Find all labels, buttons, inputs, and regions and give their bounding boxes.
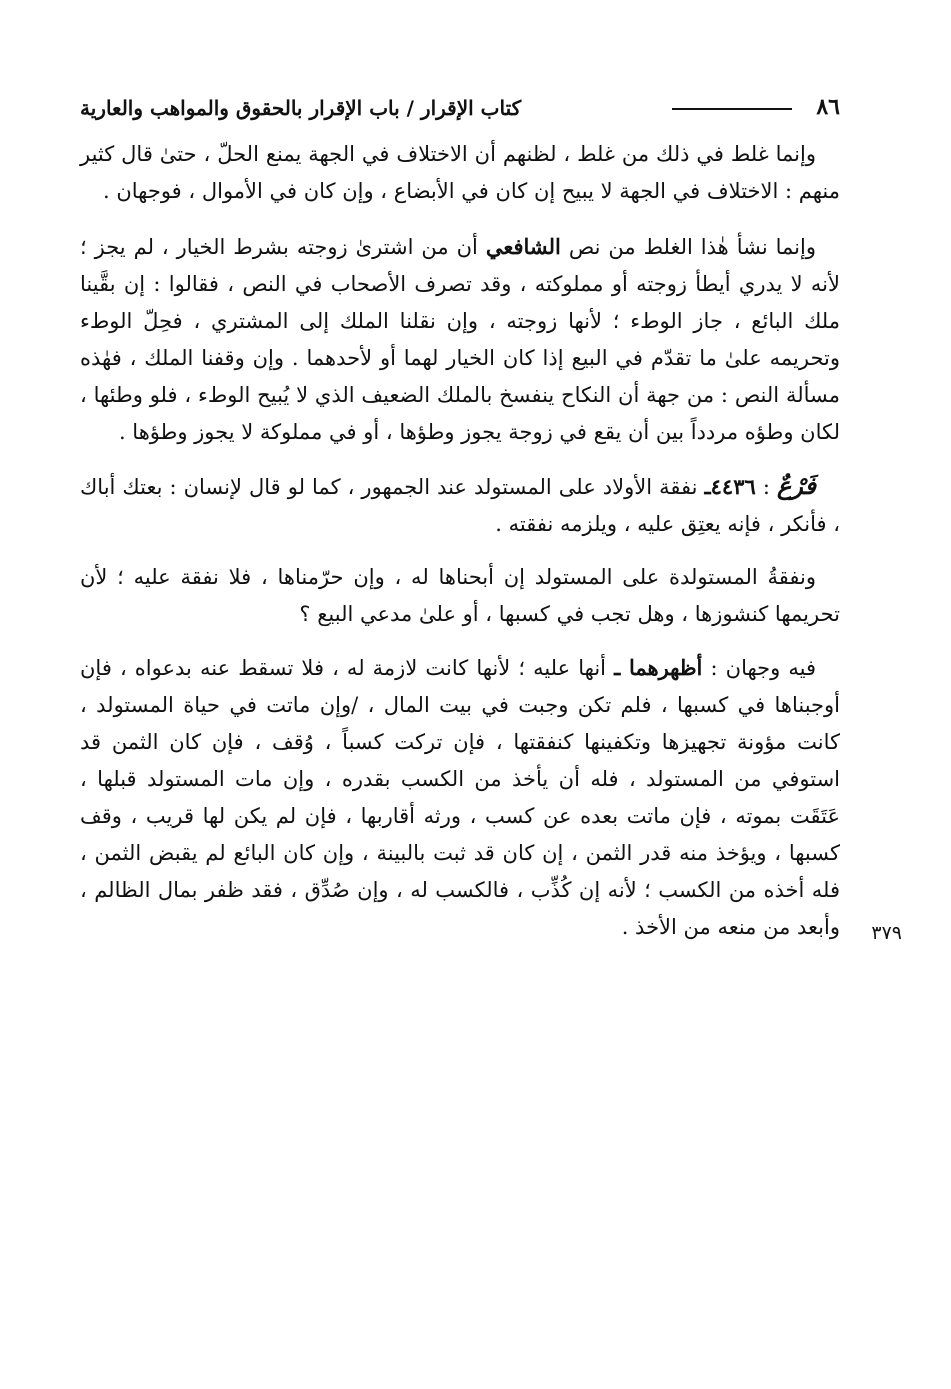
page-number: ٨٦ [816, 94, 840, 120]
shafii-name: الشافعي [485, 234, 561, 259]
issue-number: ٤٤٣٦ـ [704, 474, 756, 499]
running-header [80, 80, 840, 120]
paragraph-2-text-c: أن من اشترىٰ زوجته بشرط الخيار ، لم يجز ؛ لأنه لا يدري أيطأ زوجته أو مملوكته ، وقد تصرف الأصحاب في النص ، فقالوا : إن بقَّينا ملك البائع ، جاز الوطء ؛ لأنها زوجته ، وإن نقلنا الملك إلى المشتري ، فحِلّ الوطء وتحريمه علىٰ ما تقدّم في البيع إذا كان الخيار لهما أو لأحدهما . وإن وقفنا الملك ، فهٰذه مسألة النص : من جهة أن النكاح ينفسخ بالملك الضعيف الذي لا يُبيح الوطء ، فلو وطئها ، لكان وطؤه مردداً بين أن يقع في زوجة يجوز وطؤها ، أو في مملوكة لا يجوز وطؤها . [80, 235, 840, 444]
paragraph-4: ونفقةُ المستولدة على المستولد إن أبحناها له ، وإن حرّمناها ، فلا نفقة عليه ؛ لأن تحريمها كنشوزها ، وهل تجب في كسبها ، أو علىٰ مدعي البيع ؟ [80, 565, 840, 626]
far3-heading: فَرْعٌ [776, 471, 816, 500]
paragraph-5-text-a: فيه وجهان : [702, 656, 816, 680]
azharuhuma-term: أظهرهما ـ [614, 655, 703, 680]
paragraph-3-sep: : [755, 475, 777, 499]
header-rule [672, 108, 792, 110]
margin-page-number: ٣٧٩ [871, 922, 902, 944]
paragraph-3-text: نفقة الأولاد على المستولد عند الجمهور ، كما لو قال لإنسان : بعتك أباك ، فأنكر ، فإنه يعتِق عليه ، ويلزمه نفقته . [80, 475, 840, 536]
paragraph-2-text-a: وإنما نشأ هٰذا الغلط من نص [560, 235, 816, 259]
book-page [80, 80, 902, 946]
paragraph-1: وإنما غلط في ذلك من غلط ، لظنهم أن الاختلاف في الجهة يمنع الحلّ ، حتىٰ قال كثير منهم : الاختلاف في الجهة لا يبيح إن كان في الأبضاع ، وإن كان في الأموال ، فوجهان . [80, 142, 840, 203]
paragraph-5 [80, 649, 840, 946]
running-title: كتاب الإقرار / باب الإقرار بالحقوق والمواهب والعارية [80, 96, 522, 120]
paragraph-5-text-c: أنها عليه ؛ لأنها كانت لازمة له ، فلا تسقط عنه بدعواه ، فإن أوجبناها في كسبها ، فلم تكن وجبت في بيت المال ، /وإن ماتت في حياة المستولد ، كانت مؤونة تجهيزها وتكفينها كنفقتها ، فإن تركت كسباً ، وُقف ، فإن كان الثمن قد استوفي من المستولد ، فله أن يأخذ من الكسب بقدره ، وإن مات المستولد قبلها ، عَتَقَت بموته ، فإن ماتت بعده عن كسب ، ورثه أقاربها ، فإن لم يكن لها قريب ، وقف كسبها ، ويؤخذ منه قدر الثمن ، إن كان قد ثبت بالبينة ، وإن كان البائع لم يقبض الثمن ، فله أخذه من الكسب ؛ لأنه إن كُذِّب ، فالكسب له ، وإن صُدِّق ، فقد ظفر بمال الظالم ، وأبعد من منعه من الأخذ . [80, 656, 840, 939]
paragraph-3 [80, 467, 840, 543]
paragraph-2 [80, 228, 840, 451]
